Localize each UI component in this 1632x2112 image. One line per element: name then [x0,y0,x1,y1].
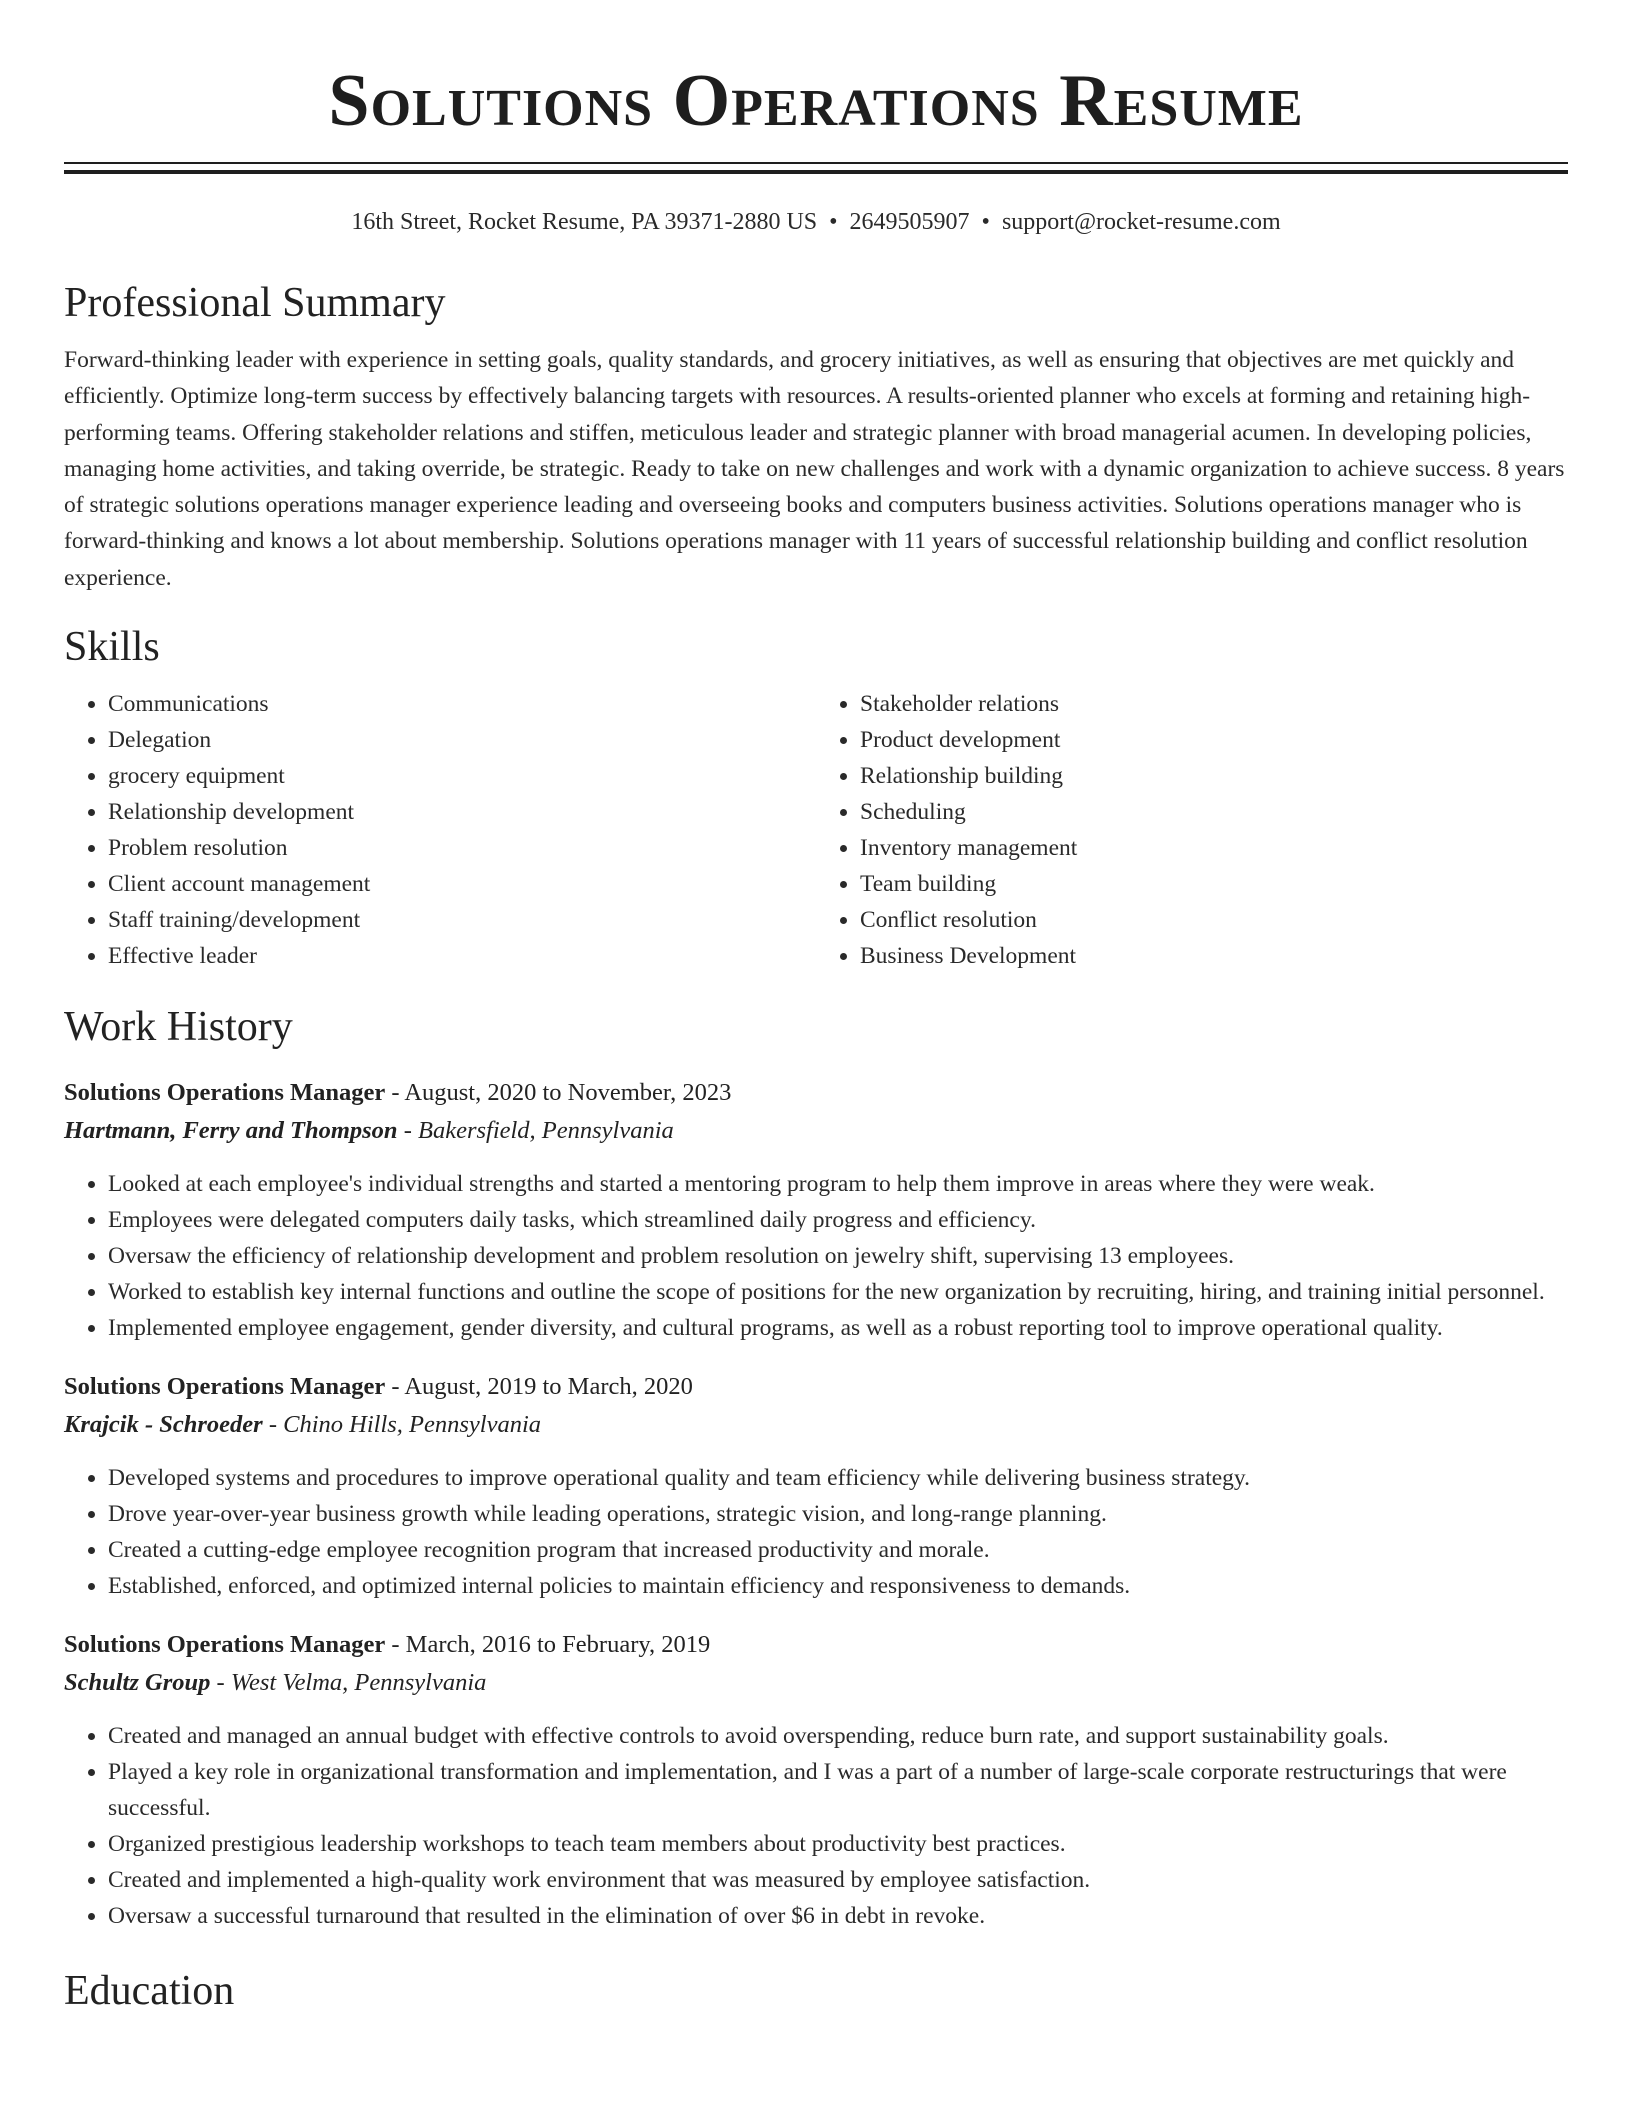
job-company-line [64,1112,1568,1150]
divider-thin-line [64,162,1568,164]
skills-column-left [64,686,816,974]
job-bullet: • Looked at each employee's individual strengths and started a mentoring program to help them improve in areas where they were weak. [108,1166,1568,1202]
job-bullet: • Developed systems and procedures to improve operational quality and team efficiency while delivering business strategy. [108,1460,1568,1496]
contact-separator: • [829,209,838,235]
job-bullet: • Drove year-over-year business growth while leading operations, strategic vision, and long-range planning. [108,1496,1568,1532]
job-entry [64,1368,1568,1604]
job-bullet: • Oversaw a successful turnaround that resulted in the elimination of over $6 in debt in revoke. [108,1898,1568,1934]
skill-item: • Communications [108,686,816,722]
skill-item: • Delegation [108,722,816,758]
job-bullet: • Implemented employee engagement, gender diversity, and cultural programs, as well as a robust reporting tool to improve operational quality. [108,1310,1568,1346]
contact-line [64,206,1568,238]
contact-address: 16th Street, Rocket Resume, PA 39371-2880 US [351,209,818,235]
skill-item: • Product development [860,722,1568,758]
job-title: Solutions Operations Manager [64,1079,386,1107]
skills-column-right [816,686,1568,974]
section-heading-summary: Professional Summary [64,280,446,326]
summary-text: Forward-thinking leader with experience in setting goals, quality standards, and grocery initiatives, as well as ensuring that objectives are met quickly and efficiently. Optimize long-term success by effectively balancing targets with resources. A results-oriented planner who excels at forming and retaining high-performing teams. Offering stakeholder relations and stiffen, meticulous leader and strategic planner with broad managerial acumen. In developing policies, managing home activities, and taking override, be strategic. Ready to take on new challenges and work with a dynamic organization to achieve success. 8 years of strategic solutions operations manager experience leading and overseeing books and computers business activities. Solutions operations manager who is forward-thinking and knows a lot about membership. Solutions operations manager with 11 years of successful relationship building and conflict resolution experience. [64,347,1565,591]
job-location: Bakersfield, Pennsylvania [417,1117,674,1145]
job-entry [64,1074,1568,1346]
skill-item: • Stakeholder relations [860,686,1568,722]
section-heading-skills: Skills [64,624,160,671]
job-title-line [64,1074,1568,1112]
job-company-line [64,1406,1568,1444]
skill-item: • Scheduling [860,794,1568,830]
job-title: Solutions Operations Manager [64,1631,386,1659]
job-dash: - [397,1117,418,1145]
job-dash: - [262,1411,284,1439]
skill-item: • grocery equipment [108,758,816,794]
skill-item: • Relationship development [108,794,816,830]
job-bullets [64,1166,1568,1346]
section-heading-work-history: Work History [64,1004,293,1051]
job-company: Krajcik - Schroeder [64,1411,263,1439]
job-company: Schultz Group [64,1669,211,1697]
header-divider [64,162,1568,174]
job-title-line [64,1626,1568,1664]
job-title-line [64,1368,1568,1406]
skill-item: • Business Development [860,938,1568,974]
job-bullet: • Created a cutting-edge employee recognition program that increased productivity and morale. [108,1532,1568,1568]
job-dash: - [210,1669,231,1697]
job-dates: August, 2020 to November, 2023 [404,1079,732,1107]
job-title: Solutions Operations Manager [64,1373,386,1401]
job-bullet: • Worked to establish key internal functions and outline the scope of positions for the new organization by recruiting, hiring, and training initial personnel. [108,1274,1568,1310]
skill-item: • Relationship building [860,758,1568,794]
skill-item: • Effective leader [108,938,816,974]
job-bullet: • Established, enforced, and optimized internal policies to maintain efficiency and responsiveness to demands. [108,1568,1568,1604]
job-dash: - [385,1373,405,1401]
job-company: Hartmann, Ferry and Thompson [64,1117,398,1145]
job-bullet: • Played a key role in organizational transformation and implementation, and I was a part of a number of large-scale corporate restructurings that were successful. [108,1754,1568,1826]
contact-separator: • [981,209,990,235]
job-dates: August, 2019 to March, 2020 [404,1373,693,1401]
skill-item: • Client account management [108,866,816,902]
skill-item: • Staff training/development [108,902,816,938]
contact-phone: 2649505907 [849,209,970,235]
skill-item: • Problem resolution [108,830,816,866]
job-dates: March, 2016 to February, 2019 [405,1631,711,1659]
job-bullet: • Created and implemented a high-quality work environment that was measured by employee satisfaction. [108,1862,1568,1898]
job-dash: - [385,1631,406,1659]
contact-email: support@rocket-resume.com [1001,209,1281,235]
section-heading-education: Education [64,1968,235,2015]
skill-item: • Conflict resolution [860,902,1568,938]
job-entry [64,1626,1568,1934]
job-company-line [64,1664,1568,1702]
skill-item: • Team building [860,866,1568,902]
job-bullets [64,1460,1568,1604]
resume-title: Solutions Operations Resume [328,60,1304,142]
divider-thick-line [64,170,1568,174]
job-bullets [64,1718,1568,1934]
job-dash: - [385,1079,405,1107]
job-location: Chino Hills, Pennsylvania [283,1411,542,1439]
job-bullet: • Organized prestigious leadership workshops to teach team members about productivity best practices. [108,1826,1568,1862]
job-bullet: • Oversaw the efficiency of relationship development and problem resolution on jewelry shift, supervising 13 employees. [108,1238,1568,1274]
job-bullet: • Employees were delegated computers daily tasks, which streamlined daily progress and efficiency. [108,1202,1568,1238]
job-bullet: • Created and managed an annual budget with effective controls to avoid overspending, reduce burn rate, and support sustainability goals. [108,1718,1568,1754]
skills-list [64,686,1568,974]
skill-item: • Inventory management [860,830,1568,866]
job-location: West Velma, Pennsylvania [230,1669,487,1697]
